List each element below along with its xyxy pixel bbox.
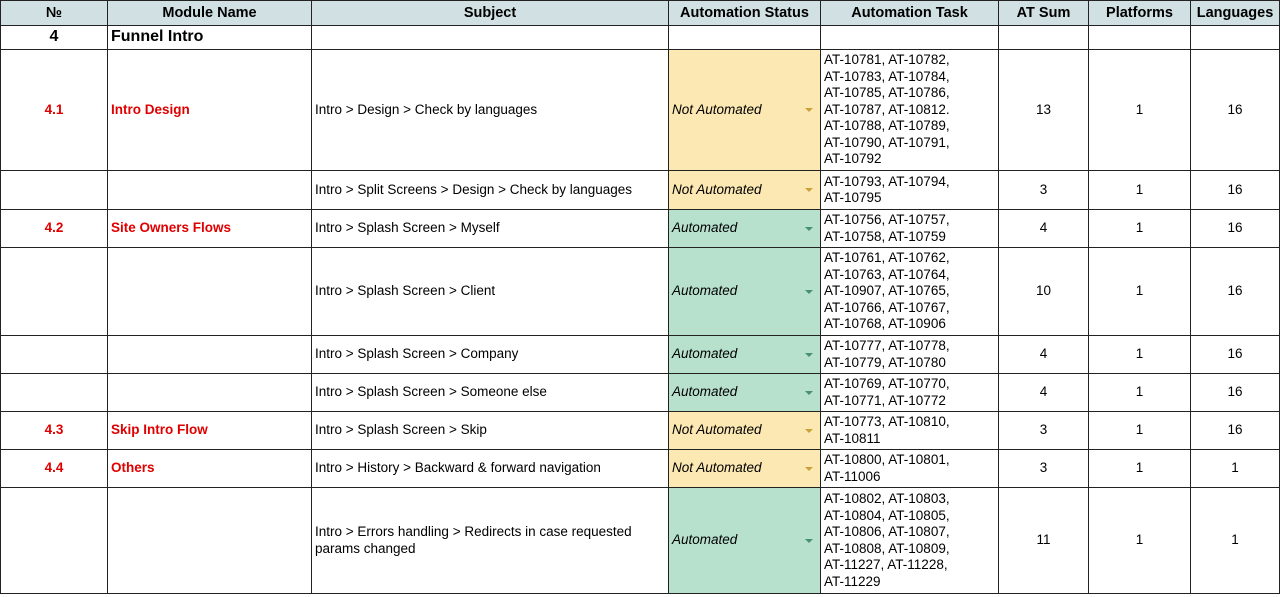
header-platforms[interactable]: Platforms bbox=[1089, 1, 1191, 26]
module-name-cell[interactable] bbox=[108, 50, 312, 171]
languages-cell[interactable] bbox=[1191, 488, 1280, 594]
cell[interactable] bbox=[1089, 26, 1191, 50]
module-number-cell[interactable] bbox=[1, 171, 108, 210]
cell[interactable] bbox=[821, 26, 999, 50]
dropdown-arrow-icon[interactable] bbox=[805, 290, 813, 294]
cell[interactable] bbox=[312, 26, 669, 50]
languages-cell[interactable] bbox=[1191, 336, 1280, 374]
table-row bbox=[1, 171, 1280, 210]
at-sum-cell-text: 3 bbox=[1039, 181, 1048, 197]
header-row bbox=[1, 1, 1280, 26]
at-sum-cell-text: 10 bbox=[1035, 283, 1052, 299]
subject-cell-text: Intro > Splash Screen > Someone else bbox=[315, 384, 547, 400]
subject-cell[interactable] bbox=[312, 488, 669, 594]
automation-status-dropdown-text: Automated bbox=[672, 532, 738, 548]
subject-cell[interactable] bbox=[312, 210, 669, 248]
module-name-cell[interactable] bbox=[108, 248, 312, 336]
module-name-cell[interactable] bbox=[108, 171, 312, 210]
table-row bbox=[1, 374, 1280, 412]
subject-cell[interactable] bbox=[312, 450, 669, 488]
automation-task-cell-text: AT-10769, AT-10770, AT-10771, AT-10772 bbox=[824, 376, 950, 408]
automation-task-cell[interactable] bbox=[821, 336, 999, 374]
languages-cell-text: 16 bbox=[1227, 384, 1243, 400]
automation-status-dropdown[interactable] bbox=[669, 374, 821, 412]
module-name-cell[interactable] bbox=[108, 336, 312, 374]
languages-cell[interactable] bbox=[1191, 450, 1280, 488]
platforms-cell-text: 1 bbox=[1135, 460, 1144, 476]
module-number-cell[interactable] bbox=[1, 210, 108, 248]
header-at-sum[interactable]: AT Sum bbox=[999, 1, 1089, 26]
at-sum-cell-text: 3 bbox=[1039, 422, 1048, 438]
languages-cell-text: 16 bbox=[1227, 346, 1243, 362]
table-row bbox=[1, 450, 1280, 488]
automation-status-dropdown[interactable] bbox=[669, 488, 821, 594]
module-name-cell-text: Skip Intro Flow bbox=[111, 422, 208, 438]
at-sum-cell[interactable] bbox=[999, 50, 1089, 171]
languages-cell-text: 16 bbox=[1227, 220, 1243, 236]
module-number-cell-text: 4.1 bbox=[44, 101, 64, 117]
at-sum-cell[interactable] bbox=[999, 248, 1089, 336]
section-number[interactable]: 4 bbox=[1, 26, 108, 50]
automation-task-cell-text: AT-10802, AT-10803, AT-10804, AT-10805, AT-10806, AT-10807, AT-10808, AT-10809, AT-11227, AT-11228, AT-11229 bbox=[824, 491, 950, 589]
languages-cell-text: 1 bbox=[1231, 532, 1239, 548]
header-automation-status[interactable]: Automation Status bbox=[669, 1, 821, 26]
subject-cell-text: Intro > Splash Screen > Company bbox=[315, 346, 519, 362]
dropdown-arrow-icon[interactable] bbox=[805, 108, 813, 112]
automation-task-cell[interactable] bbox=[821, 50, 999, 171]
languages-cell-text: 16 bbox=[1227, 101, 1243, 117]
automation-status-dropdown-text: Not Automated bbox=[672, 101, 762, 117]
automation-task-cell-text: AT-10781, AT-10782, AT-10783, AT-10784, AT-10785, AT-10786, AT-10787, AT-10812. AT-10788, AT-10789, AT-10790, AT-10791, AT-10792 bbox=[824, 52, 950, 167]
at-sum-cell-text: 13 bbox=[1035, 101, 1052, 117]
module-name-cell-text: Others bbox=[111, 460, 155, 476]
platforms-cell-text: 1 bbox=[1135, 422, 1144, 438]
module-name-cell[interactable] bbox=[108, 374, 312, 412]
automation-task-cell-text: AT-10761, AT-10762, AT-10763, AT-10764, AT-10907, AT-10765, AT-10766, AT-10767, AT-10768, AT-10906 bbox=[824, 250, 950, 332]
module-name-cell-text: Site Owners Flows bbox=[111, 220, 232, 236]
platforms-cell-text: 1 bbox=[1135, 220, 1144, 236]
automation-status-dropdown-text: Automated bbox=[672, 384, 738, 400]
table-row bbox=[1, 488, 1280, 594]
section-name[interactable]: Funnel Intro bbox=[108, 26, 312, 50]
platforms-cell-text: 1 bbox=[1135, 101, 1144, 117]
languages-cell[interactable] bbox=[1191, 374, 1280, 412]
dropdown-arrow-icon[interactable] bbox=[805, 227, 813, 231]
at-sum-cell[interactable] bbox=[999, 450, 1089, 488]
subject-cell-text: Intro > History > Backward & forward navigation bbox=[315, 460, 601, 476]
languages-cell-text: 16 bbox=[1227, 283, 1243, 299]
automation-task-cell[interactable] bbox=[821, 488, 999, 594]
languages-cell[interactable] bbox=[1191, 248, 1280, 336]
platforms-cell[interactable] bbox=[1089, 50, 1191, 171]
automation-status-dropdown[interactable] bbox=[669, 412, 821, 450]
subject-cell-text: Intro > Errors handling > Redirects in case requested params changed bbox=[315, 524, 632, 556]
languages-cell[interactable] bbox=[1191, 50, 1280, 171]
at-sum-cell-text: 4 bbox=[1039, 220, 1048, 236]
table-row bbox=[1, 50, 1280, 171]
automation-task-cell[interactable] bbox=[821, 171, 999, 210]
at-sum-cell-text: 3 bbox=[1039, 460, 1048, 476]
cell[interactable] bbox=[999, 26, 1089, 50]
automation-task-cell[interactable] bbox=[821, 412, 999, 450]
automation-status-dropdown-text: Automated bbox=[672, 283, 738, 299]
module-number-cell[interactable] bbox=[1, 248, 108, 336]
languages-cell-text: 1 bbox=[1231, 460, 1239, 476]
at-sum-cell[interactable] bbox=[999, 336, 1089, 374]
automation-task-cell-text: AT-10793, AT-10794, AT-10795 bbox=[824, 173, 950, 205]
automation-task-cell[interactable] bbox=[821, 248, 999, 336]
subject-cell-text: Intro > Splash Screen > Myself bbox=[315, 220, 500, 236]
automation-task-cell-text: AT-10773, AT-10810, AT-10811 bbox=[824, 414, 950, 446]
module-number-cell-text: 4.4 bbox=[44, 460, 64, 476]
subject-cell-text: Intro > Split Screens > Design > Check by languages bbox=[315, 181, 633, 197]
header-languages[interactable]: Languages bbox=[1191, 1, 1280, 26]
header-module-name[interactable]: Module Name bbox=[108, 1, 312, 26]
module-number-cell-text: 4.3 bbox=[44, 422, 64, 438]
at-sum-cell[interactable] bbox=[999, 412, 1089, 450]
platforms-cell[interactable] bbox=[1089, 171, 1191, 210]
header-number[interactable]: № bbox=[1, 1, 108, 26]
automation-task-cell[interactable] bbox=[821, 210, 999, 248]
table-row bbox=[1, 210, 1280, 248]
section-row bbox=[1, 26, 1280, 50]
platforms-cell[interactable] bbox=[1089, 248, 1191, 336]
automation-status-dropdown[interactable] bbox=[669, 171, 821, 210]
platforms-cell[interactable] bbox=[1089, 450, 1191, 488]
at-sum-cell[interactable] bbox=[999, 210, 1089, 248]
header-subject[interactable]: Subject bbox=[312, 1, 669, 26]
module-name-cell-text: Intro Design bbox=[111, 101, 190, 117]
automation-status-dropdown-text: Not Automated bbox=[672, 422, 762, 438]
automation-status-dropdown[interactable] bbox=[669, 210, 821, 248]
automation-status-dropdown-text: Automated bbox=[672, 346, 738, 362]
platforms-cell-text: 1 bbox=[1135, 283, 1144, 299]
subject-cell[interactable] bbox=[312, 50, 669, 171]
dropdown-arrow-icon[interactable] bbox=[805, 353, 813, 357]
dropdown-arrow-icon[interactable] bbox=[805, 467, 813, 471]
automation-status-dropdown-text: Not Automated bbox=[672, 181, 762, 197]
subject-cell-text: Intro > Design > Check by languages bbox=[315, 101, 538, 117]
languages-cell[interactable] bbox=[1191, 210, 1280, 248]
subject-cell[interactable] bbox=[312, 374, 669, 412]
module-name-cell[interactable] bbox=[108, 412, 312, 450]
subject-cell-text: Intro > Splash Screen > Client bbox=[315, 283, 496, 299]
platforms-cell-text: 1 bbox=[1135, 532, 1144, 548]
subject-cell[interactable] bbox=[312, 412, 669, 450]
platforms-cell[interactable] bbox=[1089, 210, 1191, 248]
at-sum-cell[interactable] bbox=[999, 374, 1089, 412]
automation-status-dropdown[interactable] bbox=[669, 336, 821, 374]
dropdown-arrow-icon[interactable] bbox=[805, 391, 813, 395]
dropdown-arrow-icon[interactable] bbox=[805, 539, 813, 543]
automation-task-cell-text: AT-10777, AT-10778, AT-10779, AT-10780 bbox=[824, 338, 950, 370]
automation-status-dropdown[interactable] bbox=[669, 248, 821, 336]
module-number-cell[interactable] bbox=[1, 450, 108, 488]
at-sum-cell[interactable] bbox=[999, 488, 1089, 594]
at-sum-cell[interactable] bbox=[999, 171, 1089, 210]
cell[interactable] bbox=[669, 26, 821, 50]
automation-status-dropdown[interactable] bbox=[669, 450, 821, 488]
automation-task-cell[interactable] bbox=[821, 450, 999, 488]
languages-cell-text: 16 bbox=[1227, 422, 1243, 438]
dropdown-arrow-icon[interactable] bbox=[805, 188, 813, 192]
automation-status-dropdown[interactable] bbox=[669, 50, 821, 171]
dropdown-arrow-icon[interactable] bbox=[805, 429, 813, 433]
automation-status-dropdown-text: Automated bbox=[672, 220, 738, 236]
at-sum-cell-text: 4 bbox=[1039, 384, 1048, 400]
module-number-cell[interactable] bbox=[1, 412, 108, 450]
table-row bbox=[1, 248, 1280, 336]
platforms-cell[interactable] bbox=[1089, 336, 1191, 374]
languages-cell[interactable] bbox=[1191, 171, 1280, 210]
platforms-cell-text: 1 bbox=[1135, 384, 1144, 400]
platforms-cell-text: 1 bbox=[1135, 181, 1144, 197]
table-row bbox=[1, 412, 1280, 450]
module-name-cell[interactable] bbox=[108, 210, 312, 248]
automation-task-cell-text: AT-10800, AT-10801, AT-11006 bbox=[824, 452, 950, 484]
automation-status-dropdown-text: Not Automated bbox=[672, 460, 762, 476]
module-number-cell[interactable] bbox=[1, 336, 108, 374]
subject-cell[interactable] bbox=[312, 171, 669, 210]
subject-cell[interactable] bbox=[312, 248, 669, 336]
module-number-cell[interactable] bbox=[1, 488, 108, 594]
subject-cell[interactable] bbox=[312, 336, 669, 374]
automation-task-cell[interactable] bbox=[821, 374, 999, 412]
platforms-cell[interactable] bbox=[1089, 374, 1191, 412]
platforms-cell[interactable] bbox=[1089, 488, 1191, 594]
languages-cell[interactable] bbox=[1191, 412, 1280, 450]
automation-task-cell-text: AT-10756, AT-10757, AT-10758, AT-10759 bbox=[824, 212, 950, 244]
module-number-cell[interactable] bbox=[1, 374, 108, 412]
languages-cell-text: 16 bbox=[1227, 181, 1243, 197]
module-name-cell[interactable] bbox=[108, 488, 312, 594]
at-sum-cell-text: 4 bbox=[1039, 346, 1048, 362]
module-number-cell-text: 4.2 bbox=[44, 220, 64, 236]
platforms-cell[interactable] bbox=[1089, 412, 1191, 450]
module-number-cell[interactable] bbox=[1, 50, 108, 171]
subject-cell-text: Intro > Splash Screen > Skip bbox=[315, 422, 487, 438]
at-sum-cell-text: 11 bbox=[1036, 532, 1051, 548]
table-row bbox=[1, 336, 1280, 374]
module-name-cell[interactable] bbox=[108, 450, 312, 488]
platforms-cell-text: 1 bbox=[1135, 346, 1144, 362]
header-automation-task[interactable]: Automation Task bbox=[821, 1, 999, 26]
cell[interactable] bbox=[1191, 26, 1280, 50]
